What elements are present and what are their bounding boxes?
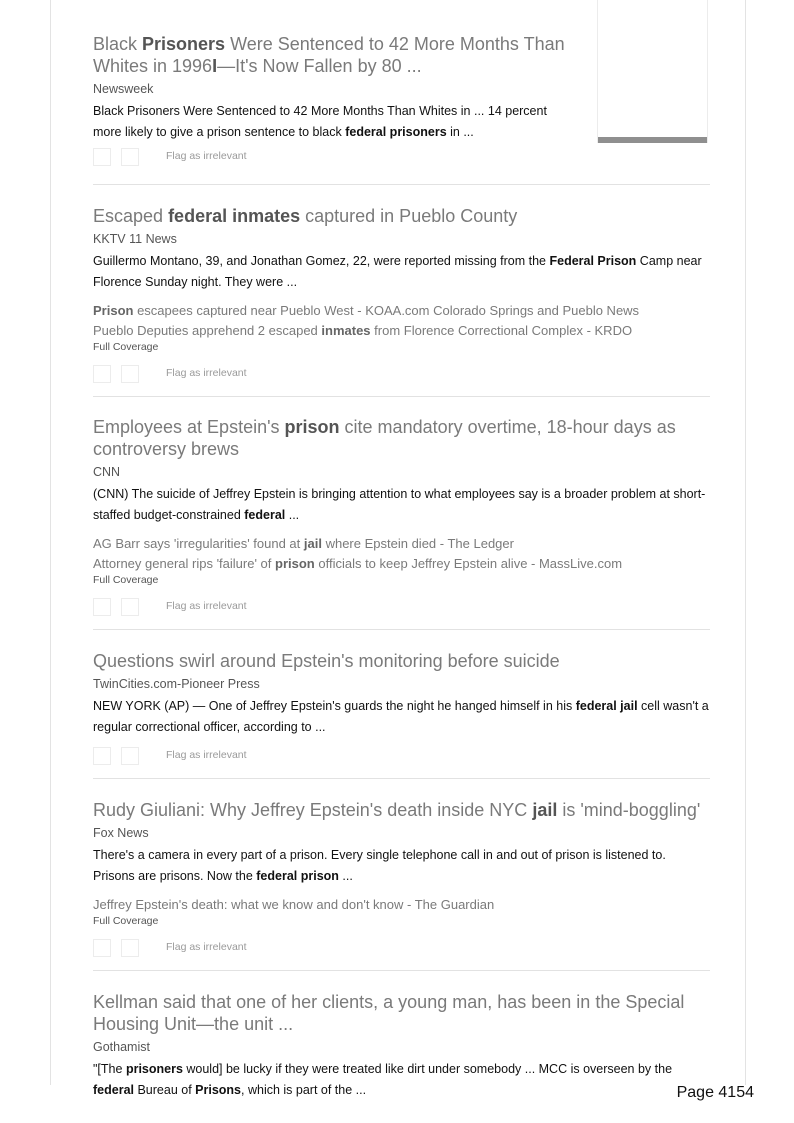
thumbs-up-checkbox[interactable] <box>93 148 111 166</box>
article-source: Gothamist <box>93 1040 150 1054</box>
thumbnail-bar <box>598 137 707 143</box>
flag-irrelevant-link[interactable]: Flag as irrelevant <box>166 749 247 761</box>
article-source: CNN <box>93 465 121 479</box>
thumbs-up-checkbox[interactable] <box>93 598 111 616</box>
flag-irrelevant-link[interactable]: Flag as irrelevant <box>166 367 247 379</box>
flag-irrelevant-link[interactable]: Flag as irrelevant <box>166 600 247 612</box>
thumbs-up-checkbox[interactable] <box>93 747 111 765</box>
thumbs-down-checkbox[interactable] <box>121 747 139 765</box>
article-actions <box>93 365 710 385</box>
article-source: TwinCities.com-Pioneer Press <box>93 677 260 691</box>
article-actions <box>93 598 710 618</box>
article-item <box>93 205 710 385</box>
related-links <box>93 301 710 341</box>
page-number: Page 4154 <box>676 1084 754 1101</box>
full-coverage-link[interactable]: Full Coverage <box>93 915 159 927</box>
full-coverage-link[interactable]: Full Coverage <box>93 574 159 586</box>
article-item <box>93 416 710 618</box>
related-article-link[interactable]: Jeffrey Epstein's death: what we know and don't know - The Guardian <box>93 897 495 912</box>
article-headline[interactable]: Black Prisoners Were Sentenced to 42 More Months Than Whites in 1996I—It's Now Fallen by 80 ... <box>93 34 565 76</box>
article-snippet: NEW YORK (AP) — One of Jeffrey Epstein's guards the night he hanged himself in his federal jail cell wasn't a regular correctional officer, according to ... <box>93 699 709 734</box>
article-headline[interactable]: Rudy Giuliani: Why Jeffrey Epstein's death inside NYC jail is 'mind-boggling' <box>93 800 701 820</box>
thumbs-down-checkbox[interactable] <box>121 148 139 166</box>
flag-irrelevant-link[interactable]: Flag as irrelevant <box>166 150 247 162</box>
related-links <box>93 895 710 915</box>
divider <box>93 970 710 971</box>
divider <box>93 778 710 779</box>
article-snippet: There's a camera in every part of a prison. Every single telephone call in and out of prison is listened to. Prisons are prisons. Now the federal prison ... <box>93 848 666 883</box>
thumbs-down-checkbox[interactable] <box>121 939 139 957</box>
flag-irrelevant-link[interactable]: Flag as irrelevant <box>166 941 247 953</box>
full-coverage-link[interactable]: Full Coverage <box>93 341 159 353</box>
article-item <box>93 33 570 168</box>
divider <box>93 396 710 397</box>
thumbs-down-checkbox[interactable] <box>121 365 139 383</box>
thumbs-down-checkbox[interactable] <box>121 598 139 616</box>
related-article-link[interactable]: AG Barr says 'irregularities' found at jail where Epstein died - The Ledger <box>93 536 514 551</box>
related-article-link[interactable]: Pueblo Deputies apprehend 2 escaped inmates from Florence Correctional Complex - KRDO <box>93 323 633 338</box>
related-article-link[interactable]: Attorney general rips 'failure' of prison officials to keep Jeffrey Epstein alive - MassLive.com <box>93 556 623 571</box>
article-item <box>93 799 710 959</box>
article-item <box>93 991 710 1101</box>
article-snippet: Guillermo Montano, 39, and Jonathan Gomez, 22, were reported missing from the Federal Prison Camp near Florence Sunday night. They were ... <box>93 254 702 289</box>
thumbs-up-checkbox[interactable] <box>93 365 111 383</box>
related-article-link[interactable]: Prison escapees captured near Pueblo West - KOAA.com Colorado Springs and Pueblo News <box>93 303 640 318</box>
article-headline[interactable]: Questions swirl around Epstein's monitoring before suicide <box>93 651 560 671</box>
article-thumbnail[interactable] <box>597 0 708 143</box>
article-snippet: (CNN) The suicide of Jeffrey Epstein is bringing attention to what employees say is a broader problem at short-staffed budget-constrained federal ... <box>93 487 706 522</box>
article-actions <box>93 148 570 168</box>
divider <box>93 629 710 630</box>
related-links <box>93 534 710 574</box>
article-headline[interactable]: Kellman said that one of her clients, a young man, has been in the Special Housing Unit—the unit ... <box>93 992 685 1034</box>
article-source: Newsweek <box>93 82 154 96</box>
article-actions <box>93 747 710 767</box>
article-source: Fox News <box>93 826 149 840</box>
article-actions <box>93 939 710 959</box>
divider <box>93 184 710 185</box>
thumbs-up-checkbox[interactable] <box>93 939 111 957</box>
article-headline[interactable]: Escaped federal inmates captured in Pueblo County <box>93 206 518 226</box>
article-source: KKTV 11 News <box>93 232 177 246</box>
article-snippet: Black Prisoners Were Sentenced to 42 More Months Than Whites in ... 14 percent more likely to give a prison sentence to black federal prisoners in ... <box>93 104 547 139</box>
article-item <box>93 650 710 767</box>
article-snippet: "[The prisoners would] be lucky if they were treated like dirt under somebody ... MCC is overseen by the federal Bureau of Prisons, which is part of the ... <box>93 1062 673 1097</box>
article-headline[interactable]: Employees at Epstein's prison cite mandatory overtime, 18-hour days as controversy brews <box>93 417 676 459</box>
